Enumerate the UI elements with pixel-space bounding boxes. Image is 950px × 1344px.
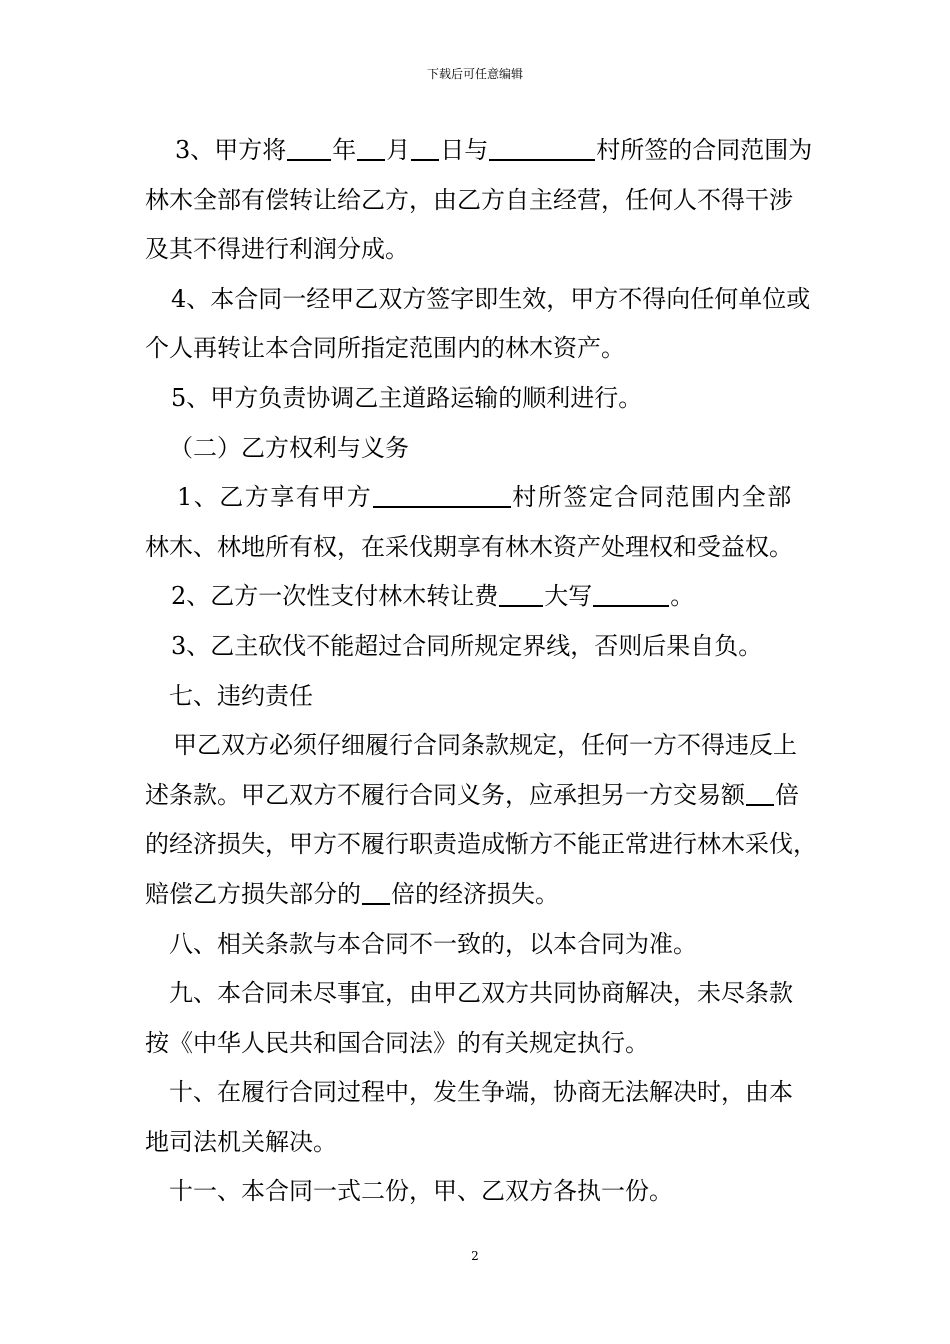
text-line: 4、本合同一经甲乙双方签字即生效，甲方不得向任何单位或 [171,284,811,313]
text-fragment: 2、乙方一次性支付林木转让费 [171,582,499,611]
text-line: 林木全部有偿转让给乙方，由乙方自主经营，任何人不得干涉 [145,185,793,214]
text-fragment: 村所签定合同范围内全部 [512,483,793,512]
text-line: 按《中华人民共和国合同法》的有关规定执行。 [145,1028,649,1057]
text-line: 的经济损失，甲方不履行职责造成惭方不能正常进行林木采伐， [145,830,817,859]
paragraph-party-b-clause-1 [145,473,860,572]
paragraph-party-b-clause-3 [145,622,860,672]
text-line: 十、在履行合同过程中，发生争端，协商无法解决时，由本 [169,1078,793,1107]
text-fragment: 3、甲方将 [175,136,287,164]
paragraph-liability [145,721,860,919]
section-heading-liability [145,672,860,722]
clause-9 [145,969,860,1068]
text-line: 七、违约责任 [169,681,313,710]
text-line: 甲乙双方必须仔细履行合同条款规定，任何一方不得违反上 [173,731,797,760]
text-line: 3、乙主砍伐不能超过合同所规定界线，否则后果自负。 [171,631,763,660]
document-body [145,126,860,1217]
text-fragment: 年 [332,136,357,164]
blank-month [357,134,385,161]
text-line: 及其不得进行利润分成。 [145,235,409,264]
paragraph-party-a-clause-4 [145,275,860,374]
blank-multiple [746,778,774,805]
page-header: 下载后可任意编辑 [426,67,523,81]
clause-11 [145,1167,860,1217]
text-line [145,771,860,821]
page-number: 2 [471,1249,479,1263]
blank-party-a-village [373,481,511,508]
text-line [145,126,860,176]
text-fragment: 。 [670,582,695,611]
text-line: 九、本合同未尽事宜，由甲乙双方共同协商解决，未尽条款 [169,979,793,1008]
text-line [145,473,860,523]
text-line: 个人再转让本合同所指定范围内的林木资产。 [145,334,625,363]
paragraph-party-b-clause-2 [145,572,860,622]
clause-8 [145,920,860,970]
text-fragment: 月 [386,136,411,164]
text-fragment: 倍的经济损失。 [391,879,559,908]
text-line [145,870,860,920]
text-line: 林木、林地所有权，在采伐期享有林木资产处理权和受益权。 [145,532,793,561]
text-fragment: 大写 [544,582,593,611]
clause-10 [145,1068,860,1167]
blank-village [489,134,595,161]
blank-transfer-fee [499,580,543,607]
section-heading-party-b [145,424,860,474]
blank-multiple [362,878,390,905]
text-fragment: 1、乙方享有甲方 [177,483,373,512]
text-fragment: 述条款。甲乙双方不履行合同义务，应承担另一方交易额 [145,780,745,809]
text-line: （二）乙方权利与义务 [169,433,409,462]
text-line: 地司法机关解决。 [145,1127,337,1156]
blank-year [287,134,331,161]
blank-amount-in-words [593,580,669,607]
text-line: 5、甲方负责协调乙主道路运输的顺利进行。 [171,383,643,412]
text-line: 八、相关条款与本合同不一致的，以本合同为准。 [169,929,697,958]
text-fragment: 赔偿乙方损失部分的 [145,879,361,908]
paragraph-party-a-clause-3 [145,126,860,275]
text-line [145,572,860,622]
text-fragment: 日与 [440,136,489,164]
blank-day [411,134,439,161]
text-line: 十一、本合同一式二份，甲、乙双方各执一份。 [169,1177,673,1206]
text-fragment: 倍 [775,780,799,809]
text-fragment: 村所签的合同范围为 [596,136,813,164]
paragraph-party-a-clause-5 [145,374,860,424]
